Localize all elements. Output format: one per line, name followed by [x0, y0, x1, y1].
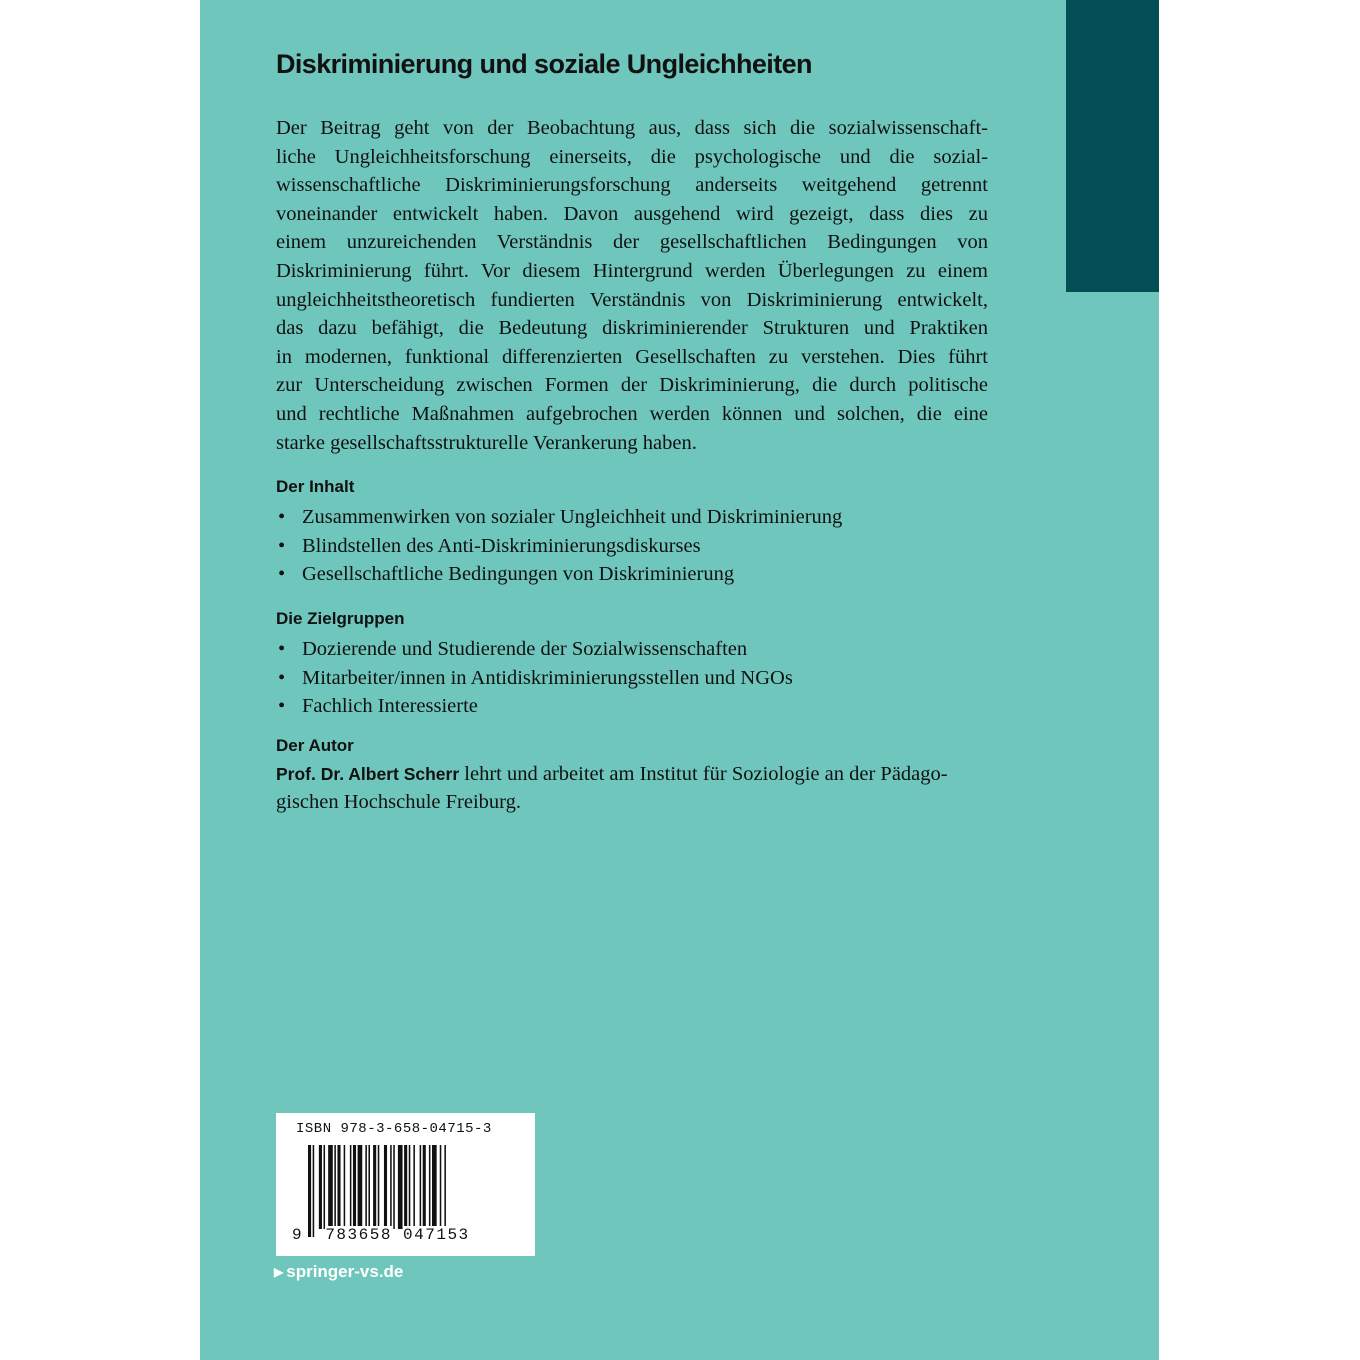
barcode-bars	[308, 1145, 513, 1237]
abstract-line: Der Beitrag geht von der Beobachtung aus, dass sich die sozialwissenschaft-	[276, 117, 988, 139]
abstract-line: einem unzureichenden Verständnis der gesellschaftlichen Bedingungen von	[276, 231, 988, 254]
barcode-bar	[353, 1145, 356, 1229]
barcode-digits	[292, 1226, 522, 1244]
barcode-bar	[334, 1145, 336, 1229]
list-item-text: Gesellschaftliche Bedingungen von Diskriminierung	[302, 563, 735, 586]
abstract-line: in modernen, funktional differenzierten Gesellschaften zu verstehen. Dies führt	[276, 345, 988, 368]
isbn-barcode	[276, 1113, 535, 1256]
isbn-label: ISBN 978-3-658-04715-3	[296, 1121, 492, 1137]
bullet-icon: •	[278, 666, 286, 689]
list-item	[276, 664, 988, 693]
zielgruppen-list	[276, 635, 988, 721]
barcode-bar	[328, 1145, 333, 1229]
list-item	[276, 635, 988, 664]
book-back-cover	[200, 0, 1159, 1360]
barcode-bar	[413, 1145, 415, 1229]
book-title: Diskriminierung und soziale Ungleichheiten	[276, 49, 812, 79]
abstract-line: zur Unterscheidung zwischen Formen der Diskriminierung, die durch politische	[276, 374, 988, 397]
author-bio	[276, 760, 988, 817]
inhalt-list	[276, 503, 988, 589]
barcode-bar	[313, 1145, 315, 1237]
list-item-text: Fachlich Interessierte	[302, 695, 478, 718]
author-bio-line2: gischen Hochschule Freiburg.	[276, 791, 521, 814]
barcode-bar	[350, 1145, 352, 1229]
bullet-icon: •	[278, 563, 286, 586]
barcode-bar	[319, 1145, 322, 1229]
barcode-bar	[404, 1145, 407, 1229]
zielgruppen-heading: Die Zielgruppen	[276, 608, 405, 628]
barcode-bar	[440, 1145, 442, 1229]
website-link[interactable]	[274, 1262, 403, 1282]
list-item-text: Mitarbeiter/innen in Antidiskriminierungsstellen und NGOs	[302, 666, 793, 689]
barcode-digit-group: 783658	[325, 1226, 392, 1244]
barcode-bar	[378, 1145, 380, 1237]
abstract-line: liche Ungleichheitsforschung einerseits, die psychologische und die sozial-	[276, 145, 988, 168]
barcode-bar	[423, 1145, 426, 1229]
list-item	[276, 560, 988, 589]
cover-content	[276, 44, 988, 817]
barcode-bar	[368, 1145, 370, 1229]
abstract	[276, 114, 988, 457]
barcode-bar	[432, 1145, 437, 1229]
list-item-text: Dozierende und Studierende der Sozialwissenschaften	[302, 637, 748, 660]
author-bio-line1: lehrt und arbeitet am Institut für Soziologie an der Pädago-	[459, 762, 948, 785]
list-item-text: Zusammenwirken von sozialer Ungleichheit und Diskriminierung	[302, 506, 843, 529]
barcode-bar	[308, 1145, 311, 1237]
barcode-bar	[337, 1145, 340, 1229]
abstract-line: wissenschaftliche Diskriminierungsforschung anderseits weitgehend getrennt	[276, 174, 988, 197]
abstract-line: starke gesellschaftsstrukturelle Verankerung haben.	[276, 431, 697, 454]
barcode-bar	[429, 1145, 431, 1229]
barcode-bar	[324, 1145, 326, 1229]
barcode-digit-group: 047153	[403, 1226, 470, 1244]
barcode-bar	[409, 1145, 411, 1229]
cover-color-tab	[1066, 0, 1159, 292]
abstract-line: Diskriminierung führt. Vor diesem Hintergrund werden Überlegungen zu einem	[276, 259, 988, 282]
barcode-bar	[384, 1145, 387, 1229]
barcode-bar	[398, 1145, 403, 1229]
bullet-icon: •	[278, 637, 286, 660]
list-item	[276, 503, 988, 532]
barcode-bar	[373, 1145, 376, 1229]
barcode-bar	[365, 1145, 367, 1229]
list-item	[276, 692, 988, 721]
autor-heading: Der Autor	[276, 735, 354, 755]
bullet-icon: •	[278, 695, 286, 718]
barcode-bar	[420, 1145, 422, 1229]
abstract-line: ungleichheitstheoretisch fundierten Verständnis von Diskriminierung entwickelt,	[276, 288, 988, 311]
inhalt-heading: Der Inhalt	[276, 477, 355, 497]
barcode-bar	[393, 1145, 395, 1229]
barcode-bar	[344, 1145, 346, 1229]
abstract-line: das dazu befähigt, die Bedeutung diskriminierender Strukturen und Praktiken	[276, 317, 988, 340]
list-item-text: Blindstellen des Anti-Diskriminierungsdiskurses	[302, 534, 701, 557]
author-name: Prof. Dr. Albert Scherr	[276, 763, 460, 784]
barcode-bar	[390, 1145, 392, 1229]
barcode-bar	[444, 1145, 446, 1237]
abstract-line: und rechtliche Maßnahmen aufgebrochen werden können und solchen, die eine	[276, 402, 988, 425]
abstract-line: voneinander entwickelt haben. Davon ausgehend wird gezeigt, dass dies zu	[276, 202, 988, 225]
website-text: springer-vs.de	[286, 1262, 404, 1281]
barcode-digit-first: 9	[292, 1226, 304, 1244]
barcode-bar	[358, 1145, 363, 1229]
triangle-right-icon: ▶	[274, 1265, 284, 1279]
bullet-icon: •	[278, 506, 286, 529]
list-item	[276, 532, 988, 561]
bullet-icon: •	[278, 534, 286, 557]
